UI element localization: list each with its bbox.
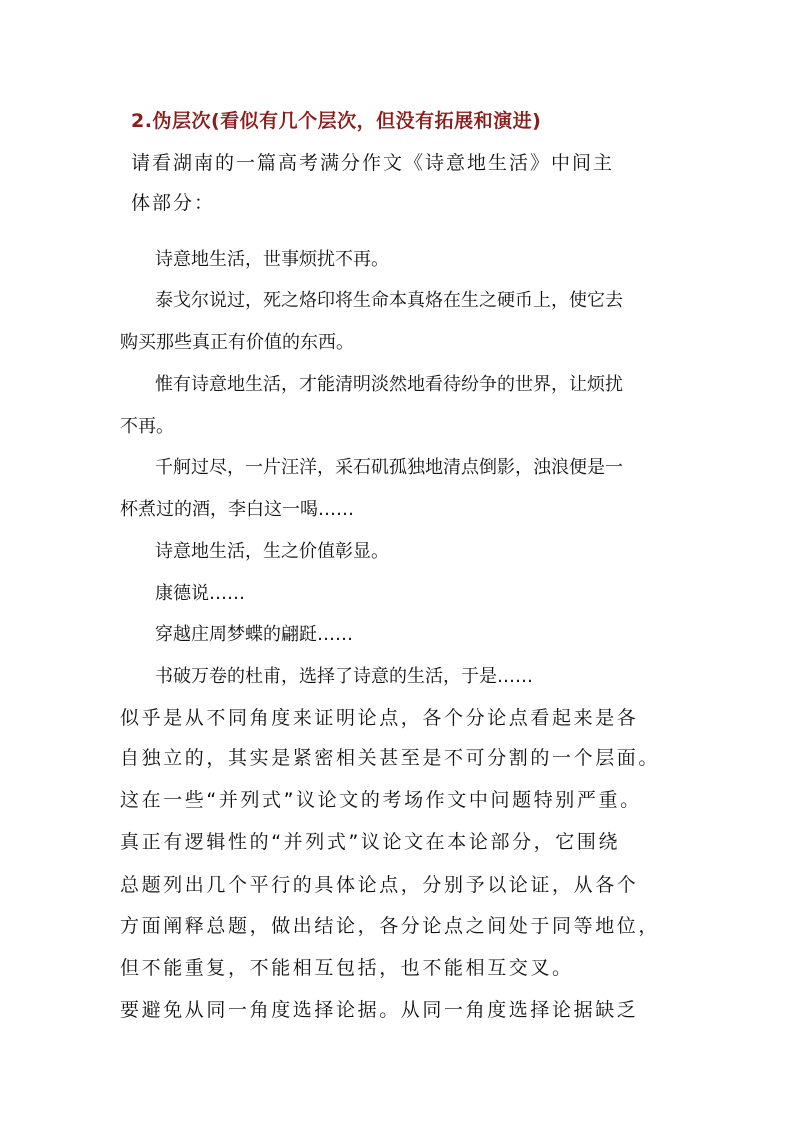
quote-line: 不再。	[120, 416, 174, 437]
quote-line: 诗意地生活，世事烦扰不再。	[155, 249, 389, 270]
section-heading: 2.伪层次(看似有几个层次，但没有拓展和演进)	[131, 110, 542, 132]
body-line: 但不能重复，不能相互包括，也不能相互交叉。	[120, 957, 574, 979]
body-line: 自独立的，其实是紧密相关甚至是不可分割的一个层面。	[120, 747, 661, 769]
quote-line: 书破万卷的杜甫，选择了诗意的生活，于是……	[155, 666, 533, 687]
body-line: 真正有逻辑性的“并列式”议论文在本论部分，它围绕	[120, 831, 621, 853]
quote-line: 杯煮过的酒，李白这一喝……	[120, 499, 354, 520]
intro-line-2: 体部分：	[131, 192, 216, 214]
quote-line: 诗意地生活，生之价值彰显。	[155, 541, 389, 562]
body-line: 方面阐释总题，做出结论，各分论点之间处于同等地位，	[120, 915, 661, 937]
quote-line: 购买那些真正有价值的东西。	[120, 332, 354, 353]
intro-line-1: 请看湖南的一篇高考满分作文《诗意地生活》中间主	[131, 152, 615, 174]
body-line: 总题列出几个平行的具体论点，分别予以论证，从各个	[120, 874, 639, 896]
quote-line: 千舸过尽，一片汪洋，采石矶孤独地清点倒影，浊浪便是一	[155, 457, 623, 478]
quote-line: 惟有诗意地生活，才能清明淡然地看待纷争的世界，让烦扰	[155, 374, 623, 395]
body-line: 似乎是从不同角度来证明论点，各个分论点看起来是各	[120, 707, 639, 729]
body-line: 要避免从同一角度选择论据。从同一角度选择论据缺乏	[120, 999, 639, 1021]
quote-line: 泰戈尔说过，死之烙印将生命本真烙在生之硬币上，使它去	[155, 290, 623, 311]
body-line: 这在一些“并列式”议论文的考场作文中问题特别严重。	[120, 789, 642, 811]
quote-line: 穿越庄周梦蝶的翩跹……	[155, 624, 353, 645]
quote-line: 康德说……	[155, 583, 245, 604]
